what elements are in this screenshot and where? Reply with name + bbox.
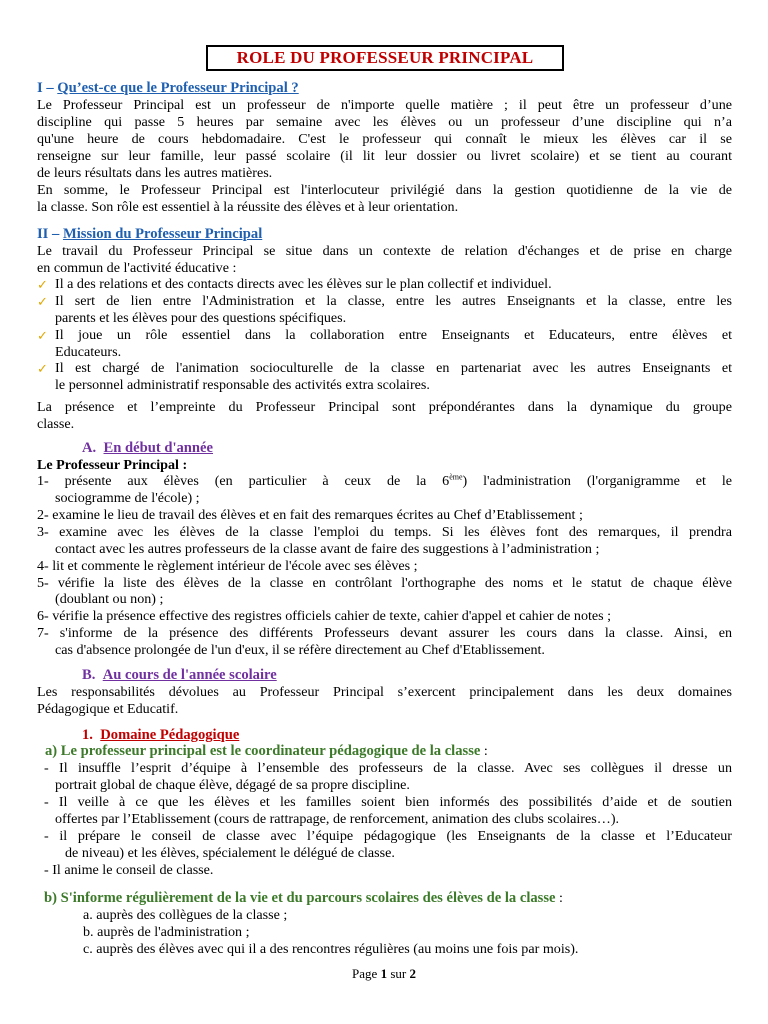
checkmark-icon: ✓ <box>37 277 48 292</box>
section-2-intro-line: en commun de l'activité éducative : <box>37 260 237 276</box>
domain-1-a-colon: : <box>480 743 488 759</box>
document-title-box <box>206 45 564 71</box>
section-2-closing-line: classe. <box>37 416 75 432</box>
section-a-item: 4- lit et commente le règlement intérieur de l'école avec ses élèves ; <box>37 558 418 574</box>
section-2-title: Mission du Professeur Principal <box>62 226 263 242</box>
domain-1-number: 1. <box>82 727 93 743</box>
section-a-title: En début d'année <box>103 440 213 456</box>
section-1-number: I – <box>37 80 58 96</box>
domain-1-b-line: a. auprès des collègues de la classe ; <box>83 907 288 923</box>
domain-1-b-title: b) S'informe régulièrement de la vie et du parcours scolaires des élèves de la classe <box>44 890 556 906</box>
domain-1-a-line: - Il anime le conseil de classe. <box>44 862 214 878</box>
domain-1-b-heading <box>44 890 739 907</box>
domain-1-a-line: - il prépare le conseil de classe avec l’équipe pédagogique (les Enseignants de la classe et l’Educateur <box>44 828 732 844</box>
section-a-item-continuation: sociogramme de l'école) ; <box>55 490 200 506</box>
section-2-heading <box>37 226 732 243</box>
domain-1-title: Domaine Pédagogique <box>100 727 240 743</box>
bullet-item-continuation: le personnel administratif responsable des activités extra scolaires. <box>55 377 430 393</box>
domain-1-a-line: - Il veille à ce que les élèves et les familles soient bien informés des possibilités d’aide et de soutien <box>44 794 732 810</box>
section-a-item <box>37 473 732 490</box>
section-2-closing-line: La présence et l’empreinte du Professeur Principal sont prépondérantes dans la dynamique du groupe <box>37 399 732 415</box>
section-1-line: la classe. Son rôle est essentiel à la réussite des élèves et à leur orientation. <box>37 199 459 215</box>
bullet-item: Il joue un rôle essentiel dans la collaboration entre Enseignants et Educateurs, entre élèves et <box>55 327 732 343</box>
page-footer <box>0 966 768 982</box>
footer-page-total: 2 <box>409 966 416 981</box>
section-1-line: En somme, le Professeur Principal est l'interlocuteur privilégié dans la gestion quotidienne de la vie de <box>37 182 732 198</box>
checkmark-icon: ✓ <box>37 328 48 343</box>
section-1-title: Qu’est-ce que le Professeur Principal ? <box>57 80 299 96</box>
domain-1-b-line: c. auprès des élèves avec qui il a des rencontres régulières (au moins une fois par mois). <box>83 941 579 957</box>
section-b-heading <box>82 667 482 684</box>
checkmark-icon: ✓ <box>37 294 48 309</box>
bullet-item: Il sert de lien entre l'Administration et la classe, entre les autres Enseignants et la classe, entre les <box>55 293 732 309</box>
section-b-line: Pédagogique et Educatif. <box>37 701 179 717</box>
section-a-letter: A. <box>82 440 97 456</box>
domain-1-b-colon: : <box>555 890 563 906</box>
section-2-number: II – <box>37 226 63 242</box>
section-a-item-continuation: (doublant ou non) ; <box>55 591 164 607</box>
bullet-item: Il est chargé de l'animation socioculturelle de la classe en partenariat avec les autres Enseignants et <box>55 360 732 376</box>
section-a-item: 6- vérifie la présence effective des registres officiels cahier de texte, cahier d'appel et cahier de notes ; <box>37 608 612 624</box>
domain-1-a-line: offertes par l’Etablissement (cours de rattrapage, de renforcement, animation des clubs scolaires…). <box>55 811 620 827</box>
section-a-item-continuation: cas d'absence prolongée de l'un d'eux, il se réfère directement au Chef d'Etablissement. <box>55 642 545 658</box>
section-1-line: de leurs résultats dans les autres matières. <box>37 165 273 181</box>
bullet-item: Il a des relations et des contacts directs avec les élèves sur le plan collectif et individuel. <box>55 276 552 292</box>
section-a-subject: Le Professeur Principal : <box>37 457 188 473</box>
section-a-item: 7- s'informe de la présence des différents Professeurs devant assurer les cours dans la classe. Ainsi, en <box>37 625 732 641</box>
section-1-line: qu'une heure de cours hebdomadaire. C'est le professeur qui connaît le mieux les élèves car il se <box>37 131 732 147</box>
section-1-heading <box>37 80 732 97</box>
footer-separator: sur <box>387 966 410 981</box>
section-2-intro-line: Le travail du Professeur Principal se situe dans un contexte de relation d'échanges et de prise en charge <box>37 243 732 259</box>
section-1-line: Le Professeur Principal est un professeur de n'importe quelle matière ; il peut être un professeur d’une <box>37 97 732 113</box>
section-a-heading <box>82 440 482 457</box>
checkmark-icon: ✓ <box>37 361 48 376</box>
domain-1-b-line: b. auprès de l'administration ; <box>83 924 250 940</box>
section-a-item: 3- examine avec les élèves de la classe l'emploi du temps. Si les élèves font des remarques, il prendra <box>37 524 732 540</box>
domain-1-a-line: de niveau) et les élèves, spécialement le délégué de classe. <box>65 845 395 861</box>
item-1-superscript: ème <box>449 472 463 482</box>
bullet-item-continuation: Educateurs. <box>55 344 122 360</box>
section-1-line: discipline qui passe 5 heures par semaine avec les élèves ou un professeur d’une discipline qui n’a <box>37 114 732 130</box>
section-a-item: 5- vérifie la liste des élèves de la classe en contrôlant l'orthographe des noms et le statut de chaque élève <box>37 575 732 591</box>
section-a-item: 2- examine le lieu de travail des élèves et en fait des remarques écrites au Chef d’Etablissement ; <box>37 507 583 523</box>
domain-1-heading <box>82 727 482 744</box>
item-1-tail: ) l'administration (l'organigramme et le <box>462 473 732 489</box>
document-title: ROLE DU PROFESSEUR PRINCIPAL <box>236 48 534 67</box>
section-b-line: Les responsabilités dévolues au Professeur Principal s’exercent principalement dans les deux domaines <box>37 684 732 700</box>
section-b-letter: B. <box>82 667 96 683</box>
domain-1-a-title: a) Le professeur principal est le coordinateur pédagogique de la classe <box>45 743 481 759</box>
section-b-title: Au cours de l'année scolaire <box>102 667 277 683</box>
section-a-item-continuation: contact avec les autres professeurs de la classe avant de faire des suggestions à l’administration ; <box>55 541 600 557</box>
item-1-text: 1- présente aux élèves (en particulier à ceux de la 6 <box>37 473 450 489</box>
section-1-line: renseigne sur leur famille, leur passé scolaire (il lit leur dossier ou livret scolaire) et se tient au courant <box>37 148 732 164</box>
domain-1-a-heading <box>45 743 740 760</box>
footer-page-label: Page <box>352 966 381 981</box>
domain-1-a-line: - Il insuffle l’esprit d’équipe à l’ensemble des professeurs de la classe. Avec ses collègues il dresse un <box>44 760 732 776</box>
domain-1-a-line: portrait global de chaque élève, dégagé de sa propre discipline. <box>55 777 410 793</box>
footer-page-number: 1 <box>380 966 388 981</box>
bullet-item-continuation: parents et les élèves pour des questions spécifiques. <box>55 310 347 326</box>
